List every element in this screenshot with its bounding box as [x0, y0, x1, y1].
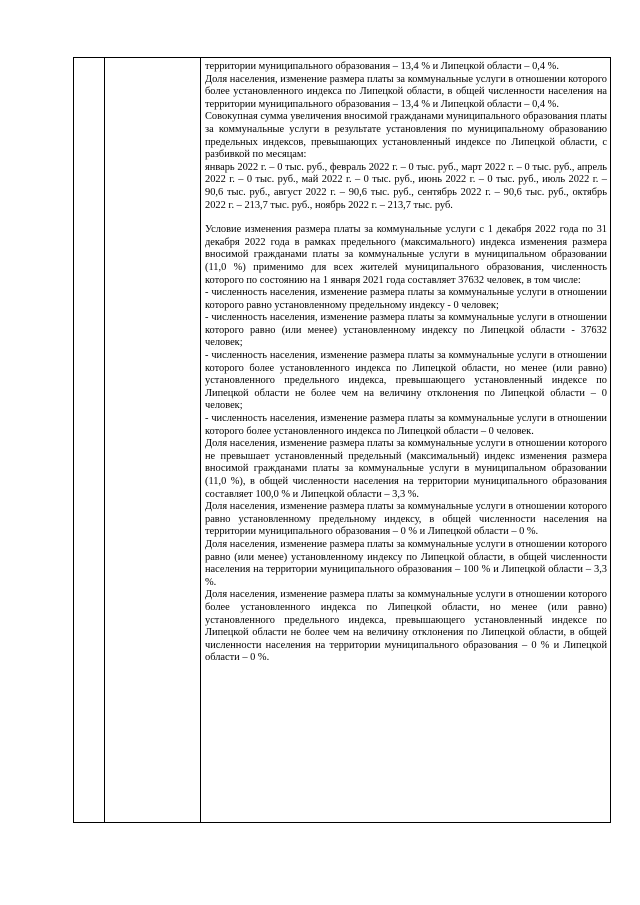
paragraph: - численность населения, изменение размера платы за коммунальные услуги в отношении которого более установленного индекса по Липецкой области, но менее (или равно) установленного предельного индекса, превышающего установленный индексе по Липецкой области не более чем на величину отклонения по Липецкой области – 0 человек; [205, 350, 607, 412]
paragraph: территории муниципального образования – 13,4 % и Липецкой области – 0,4 %. [205, 61, 559, 72]
paragraph: январь 2022 г. – 0 тыс. руб., февраль 2022 г. – 0 тыс. руб., март 2022 г. – 0 тыс. руб., апрель 2022 г. – 0 тыс. руб., май 2022 г. – 0 тыс. руб., июнь 2022 г. – 0 тыс. руб., июль 2022 г. – 90,6 тыс. руб., август 2022 г. – 90,6 тыс. руб., сентябрь 2022 г. – 90,6 тыс. руб., октябрь 2022 г. – 213,7 тыс. руб., ноябрь 2022 г. – 213,7 тыс. руб. [205, 161, 607, 211]
table-top-border [73, 57, 611, 58]
paragraph: Совокупная сумма увеличения вносимой гражданами муниципального образования платы за коммунальные услуги в результате установления по муниципальному образованию предельных индексов, превышающих установленный индексе по Липецкой области, с разбивкой по месяцам: [205, 111, 607, 161]
column-divider-1 [104, 57, 105, 823]
paragraph: - численность населения, изменение размера платы за коммунальные услуги в отношении которого равно (или менее) установленному индексу по Липецкой области - 37632 человек; [205, 312, 607, 349]
table-bottom-border [73, 822, 611, 823]
column-divider-2 [200, 57, 201, 823]
paragraph: - численность населения, изменение размера платы за коммунальные услуги в отношении которого более установленного индекса по Липецкой области – 0 человек. [205, 413, 607, 437]
text-cell [205, 61, 607, 665]
paragraph: - численность населения, изменение размера платы за коммунальные услуги в отношении которого равно установленному предельному индексу - 0 человек; [205, 287, 607, 311]
paragraph: Доля населения, изменение размера платы за коммунальные услуги в отношении которого не превышает установленный предельный (максимальный) индекс изменения размера вносимой гражданами платы за коммунальные услуги в муниципальном образовании (11,0 %), в общей численности населения на территории муниципального образования составляет 100,0 % и Липецкой области – 3,3 %. [205, 438, 607, 500]
paragraph: Доля населения, изменение размера платы за коммунальные услуги в отношении которого более установленного индекса по Липецкой области, в общей численности населения на территории муниципального образования – 13,4 % и Липецкой области – 0,4 %. [205, 73, 607, 110]
table-left-border [73, 57, 74, 823]
table-right-border [610, 57, 611, 823]
paragraph: Доля населения, изменение размера платы за коммунальные услуги в отношении которого равно установленному предельному индексу, в общей численности населения на территории муниципального образования – 0 % и Липецкой области – 0 %. [205, 501, 607, 538]
paragraph: Условие изменения размера платы за коммунальные услуги с 1 декабря 2022 года по 31 декабря 2022 года в рамках предельного (максимального) индекса изменения размера вносимой гражданами платы за коммунальные услуги в муниципальном образовании (11,0 %) применимо для всех жителей муниципального образования, численность которого по состоянию на 1 января 2021 года составляет 37632 человек, в том числе: [205, 224, 607, 286]
paragraph-gap [205, 212, 607, 224]
paragraph: Доля населения, изменение размера платы за коммунальные услуги в отношении которого равно (или менее) установленному индексу по Липецкой области, в общей численности населения на территории муниципального образования – 100 % и Липецкой области – 3,3 %. [205, 538, 607, 588]
paragraph: Доля населения, изменение размера платы за коммунальные услуги в отношении которого более установленного индекса по Липецкой области, но менее (или равно) установленного предельного индекса, превышающего установленный индексе по Липецкой области не более чем на величину отклонения по Липецкой области, в общей численности населения на территории муниципального образования – 0 % и Липецкой области – 0 %. [205, 589, 607, 664]
